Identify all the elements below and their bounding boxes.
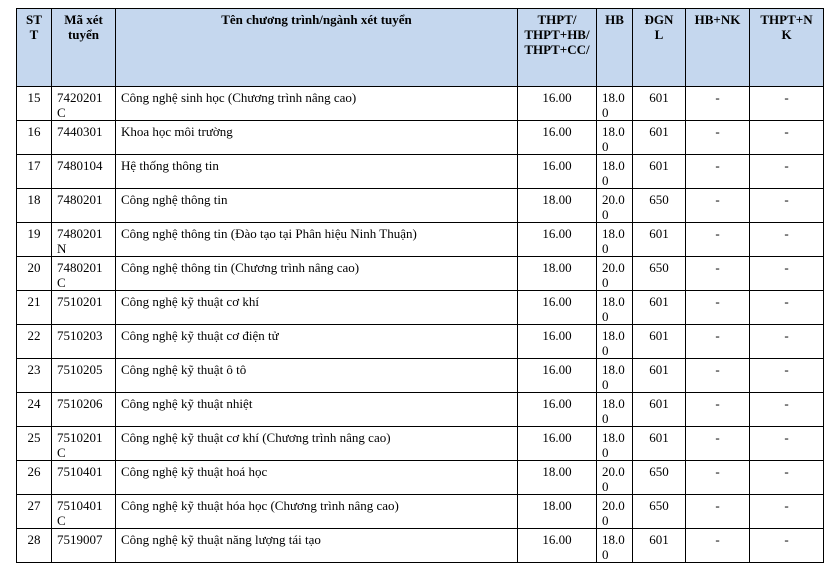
cell-ma: 7480104 [52,155,116,189]
header-thpt: THPT/ THPT+HB/ THPT+CC/ [518,9,597,87]
cell-hb: 20.00 [597,257,633,291]
cell-thpt: 18.00 [518,461,597,495]
cell-thptnk: - [750,495,824,529]
cell-thptnk: - [750,291,824,325]
table-row [17,189,824,223]
cell-hb: 18.00 [597,325,633,359]
header-ma: Mã xét tuyển [52,9,116,87]
cell-ten: Công nghệ kỹ thuật cơ khí (Chương trình nâng cao) [116,427,518,461]
cell-thptnk: - [750,257,824,291]
cell-ten: Công nghệ kỹ thuật cơ điện tử [116,325,518,359]
cell-ten: Khoa học môi trường [116,121,518,155]
cell-stt: 20 [17,257,52,291]
cell-stt: 27 [17,495,52,529]
table-row [17,155,824,189]
cell-dgnl: 650 [633,189,686,223]
cell-dgnl: 601 [633,155,686,189]
table-row [17,87,824,121]
cell-stt: 19 [17,223,52,257]
cell-hb: 20.00 [597,461,633,495]
cell-thpt: 16.00 [518,359,597,393]
cell-dgnl: 601 [633,529,686,563]
cell-ma: 7510201 [52,291,116,325]
cell-dgnl: 650 [633,461,686,495]
table-row [17,495,824,529]
cell-stt: 21 [17,291,52,325]
cell-thptnk: - [750,359,824,393]
cell-thpt: 18.00 [518,495,597,529]
cell-hb: 20.00 [597,189,633,223]
cell-thpt: 18.00 [518,257,597,291]
header-thptnk: THPT+NK [750,9,824,87]
cell-ten: Công nghệ kỹ thuật cơ khí [116,291,518,325]
cell-hbnk: - [686,427,750,461]
cell-stt: 16 [17,121,52,155]
cell-dgnl: 601 [633,121,686,155]
cell-stt: 23 [17,359,52,393]
admission-table [16,8,824,563]
cell-hb: 18.00 [597,121,633,155]
cell-thpt: 16.00 [518,291,597,325]
cell-thptnk: - [750,427,824,461]
cell-ma: 7440301 [52,121,116,155]
cell-hb: 18.00 [597,427,633,461]
cell-stt: 24 [17,393,52,427]
cell-thpt: 16.00 [518,325,597,359]
cell-hbnk: - [686,257,750,291]
cell-ma: 7480201C [52,257,116,291]
table-body [17,87,824,563]
cell-ten: Công nghệ kỹ thuật hoá học [116,461,518,495]
cell-thpt: 16.00 [518,121,597,155]
cell-ma: 7510203 [52,325,116,359]
cell-thptnk: - [750,393,824,427]
table-row [17,325,824,359]
table-row [17,393,824,427]
cell-ten: Công nghệ kỹ thuật ô tô [116,359,518,393]
cell-hb: 18.00 [597,359,633,393]
cell-thpt: 16.00 [518,393,597,427]
table-row [17,359,824,393]
header-hb: HB [597,9,633,87]
cell-hb: 18.00 [597,291,633,325]
cell-hbnk: - [686,529,750,563]
cell-stt: 25 [17,427,52,461]
cell-dgnl: 601 [633,325,686,359]
table-row [17,257,824,291]
cell-stt: 17 [17,155,52,189]
cell-hbnk: - [686,189,750,223]
cell-hbnk: - [686,291,750,325]
cell-stt: 15 [17,87,52,121]
cell-ten: Công nghệ kỹ thuật hóa học (Chương trình nâng cao) [116,495,518,529]
cell-thptnk: - [750,189,824,223]
cell-ma: 7480201 [52,189,116,223]
table-row [17,427,824,461]
cell-stt: 28 [17,529,52,563]
cell-hbnk: - [686,495,750,529]
cell-dgnl: 601 [633,393,686,427]
cell-thpt: 16.00 [518,87,597,121]
cell-thpt: 18.00 [518,189,597,223]
header-dgnl: ĐGNL [633,9,686,87]
cell-ma: 7480201N [52,223,116,257]
table-row [17,461,824,495]
cell-ten: Công nghệ thông tin [116,189,518,223]
cell-dgnl: 650 [633,257,686,291]
cell-hb: 18.00 [597,529,633,563]
table-row [17,223,824,257]
cell-hb: 18.00 [597,223,633,257]
cell-ma: 7510401C [52,495,116,529]
header-stt: STT [17,9,52,87]
cell-hb: 18.00 [597,393,633,427]
header-hbnk: HB+NK [686,9,750,87]
cell-ma: 7510201C [52,427,116,461]
cell-thpt: 16.00 [518,427,597,461]
cell-thptnk: - [750,223,824,257]
cell-thptnk: - [750,461,824,495]
cell-thpt: 16.00 [518,223,597,257]
cell-hbnk: - [686,461,750,495]
cell-ten: Công nghệ sinh học (Chương trình nâng cao) [116,87,518,121]
cell-stt: 22 [17,325,52,359]
cell-hb: 20.00 [597,495,633,529]
cell-hb: 18.00 [597,87,633,121]
cell-dgnl: 601 [633,223,686,257]
cell-hbnk: - [686,155,750,189]
cell-hbnk: - [686,359,750,393]
cell-thptnk: - [750,121,824,155]
cell-dgnl: 601 [633,427,686,461]
table-row [17,291,824,325]
cell-ten: Hệ thống thông tin [116,155,518,189]
cell-thpt: 16.00 [518,155,597,189]
cell-thptnk: - [750,529,824,563]
table-row [17,121,824,155]
cell-dgnl: 650 [633,495,686,529]
cell-dgnl: 601 [633,359,686,393]
cell-stt: 26 [17,461,52,495]
cell-ma: 7510206 [52,393,116,427]
cell-ma: 7519007 [52,529,116,563]
table-row [17,529,824,563]
cell-thptnk: - [750,325,824,359]
cell-ten: Công nghệ thông tin (Đào tạo tại Phân hiệu Ninh Thuận) [116,223,518,257]
cell-hbnk: - [686,325,750,359]
cell-thptnk: - [750,87,824,121]
cell-dgnl: 601 [633,87,686,121]
header-ten: Tên chương trình/ngành xét tuyển [116,9,518,87]
cell-hb: 18.00 [597,155,633,189]
cell-ma: 7510205 [52,359,116,393]
cell-ten: Công nghệ thông tin (Chương trình nâng cao) [116,257,518,291]
cell-ten: Công nghệ kỹ thuật năng lượng tái tạo [116,529,518,563]
cell-thpt: 16.00 [518,529,597,563]
header-row [17,9,824,87]
cell-hbnk: - [686,87,750,121]
cell-ten: Công nghệ kỹ thuật nhiệt [116,393,518,427]
cell-thptnk: - [750,155,824,189]
cell-hbnk: - [686,223,750,257]
cell-dgnl: 601 [633,291,686,325]
cell-ma: 7510401 [52,461,116,495]
cell-hbnk: - [686,121,750,155]
cell-hbnk: - [686,393,750,427]
cell-stt: 18 [17,189,52,223]
cell-ma: 7420201C [52,87,116,121]
